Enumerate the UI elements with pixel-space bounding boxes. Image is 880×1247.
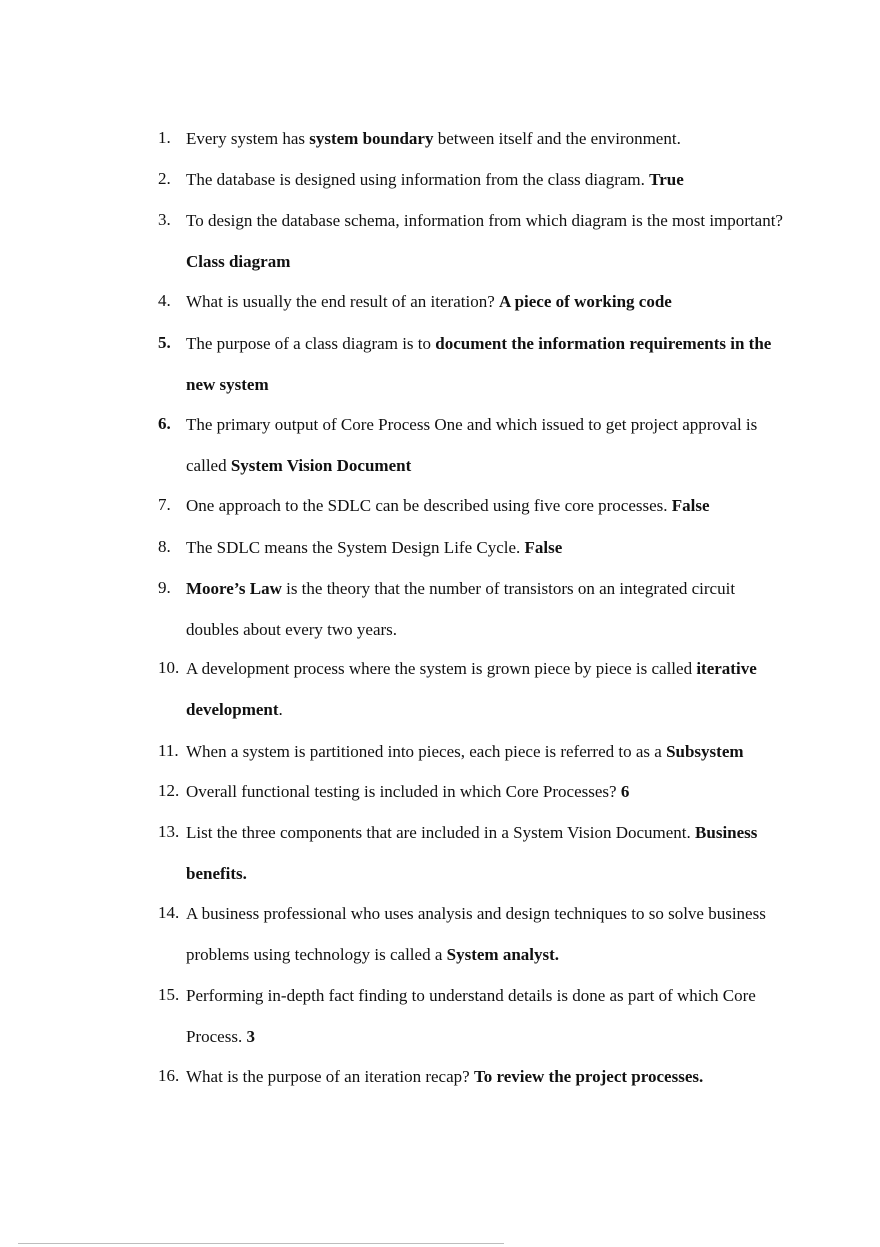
question-text: A business professional who uses analysis and design techniques to so solve business problems using technology is called a: [186, 904, 766, 964]
answer-text: 3: [246, 1027, 255, 1046]
item-text: [186, 200, 786, 282]
question-text: To design the database schema, information from which diagram is the most important?: [186, 211, 783, 230]
item-text: [186, 975, 786, 1057]
item-text: [186, 893, 786, 975]
answer-text: System analyst.: [446, 945, 560, 964]
question-text: What is usually the end result of an iteration?: [186, 292, 499, 311]
question-text: The primary output of Core Process One and which issued to get project approval is called: [186, 415, 758, 475]
question-text: Overall functional testing is included in which Core Processes?: [186, 782, 621, 801]
answer-text: document the information requirements in the new system: [186, 334, 772, 394]
item-number: 6.: [158, 414, 171, 433]
item-text: [186, 1056, 786, 1097]
item-number: 9.: [158, 578, 171, 597]
answer-text: iterative development: [186, 659, 757, 719]
item-number: 3.: [158, 210, 171, 229]
item-text: [186, 159, 786, 200]
item-number: 2.: [158, 169, 171, 188]
question-text: One approach to the SDLC can be described using five core processes.: [186, 496, 672, 515]
question-text: When a system is partitioned into pieces, each piece is referred to as a: [186, 742, 667, 761]
answer-text: To review the project processes.: [473, 1067, 704, 1086]
item-number: 10.: [158, 658, 180, 677]
answer-text: system boundary: [309, 129, 434, 148]
question-text: List the three components that are included in a System Vision Document.: [186, 823, 696, 842]
question-text: is the theory that the number of transistors on an integrated circuit doubles about every two years.: [186, 579, 736, 639]
item-text: [186, 323, 786, 405]
question-text: A development process where the system is grown piece by piece is called: [186, 659, 697, 678]
item-text: [186, 568, 786, 650]
item-text: [186, 404, 786, 486]
item-text: [186, 731, 786, 772]
item-text: [186, 281, 786, 322]
answer-text: Class diagram: [186, 252, 291, 271]
item-number: 11.: [158, 741, 179, 760]
question-text: between itself and the environment.: [433, 129, 681, 148]
item-number: 4.: [158, 291, 171, 310]
item-number: 1.: [158, 128, 171, 147]
item-text: [186, 485, 786, 526]
item-text: [186, 648, 786, 730]
item-number: 8.: [158, 537, 171, 556]
answer-text: Business benefits.: [186, 823, 758, 883]
item-number: 7.: [158, 495, 171, 514]
item-text: [186, 118, 786, 159]
question-text: .: [278, 700, 283, 719]
item-text: [186, 771, 786, 812]
item-text: [186, 527, 786, 568]
item-number: 15.: [158, 985, 180, 1004]
item-number: 13.: [158, 822, 180, 841]
item-text: [186, 812, 786, 894]
answer-text: Subsystem: [666, 742, 744, 761]
answer-text: 6: [620, 782, 630, 801]
footer-divider: [18, 1243, 504, 1244]
answer-text: System Vision Document: [230, 456, 412, 475]
question-text: Every system has: [186, 129, 310, 148]
answer-text: A piece of working code: [499, 292, 672, 311]
item-number: 14.: [158, 903, 180, 922]
item-number: 12.: [158, 781, 180, 800]
answer-text: False: [671, 496, 710, 515]
question-text: The SDLC means the System Design Life Cycle.: [186, 538, 525, 557]
answer-text: Moore’s Law: [186, 579, 282, 598]
answer-text: True: [649, 170, 684, 189]
question-text: The purpose of a class diagram is to: [186, 334, 436, 353]
question-text: What is the purpose of an iteration recap?: [186, 1067, 474, 1086]
item-number: 16.: [158, 1066, 180, 1085]
answer-text: False: [524, 538, 563, 557]
question-text: Performing in-depth fact finding to understand details is done as part of which Core Process.: [186, 986, 756, 1046]
item-number: 5.: [158, 333, 171, 352]
question-text: The database is designed using information from the class diagram.: [186, 170, 650, 189]
